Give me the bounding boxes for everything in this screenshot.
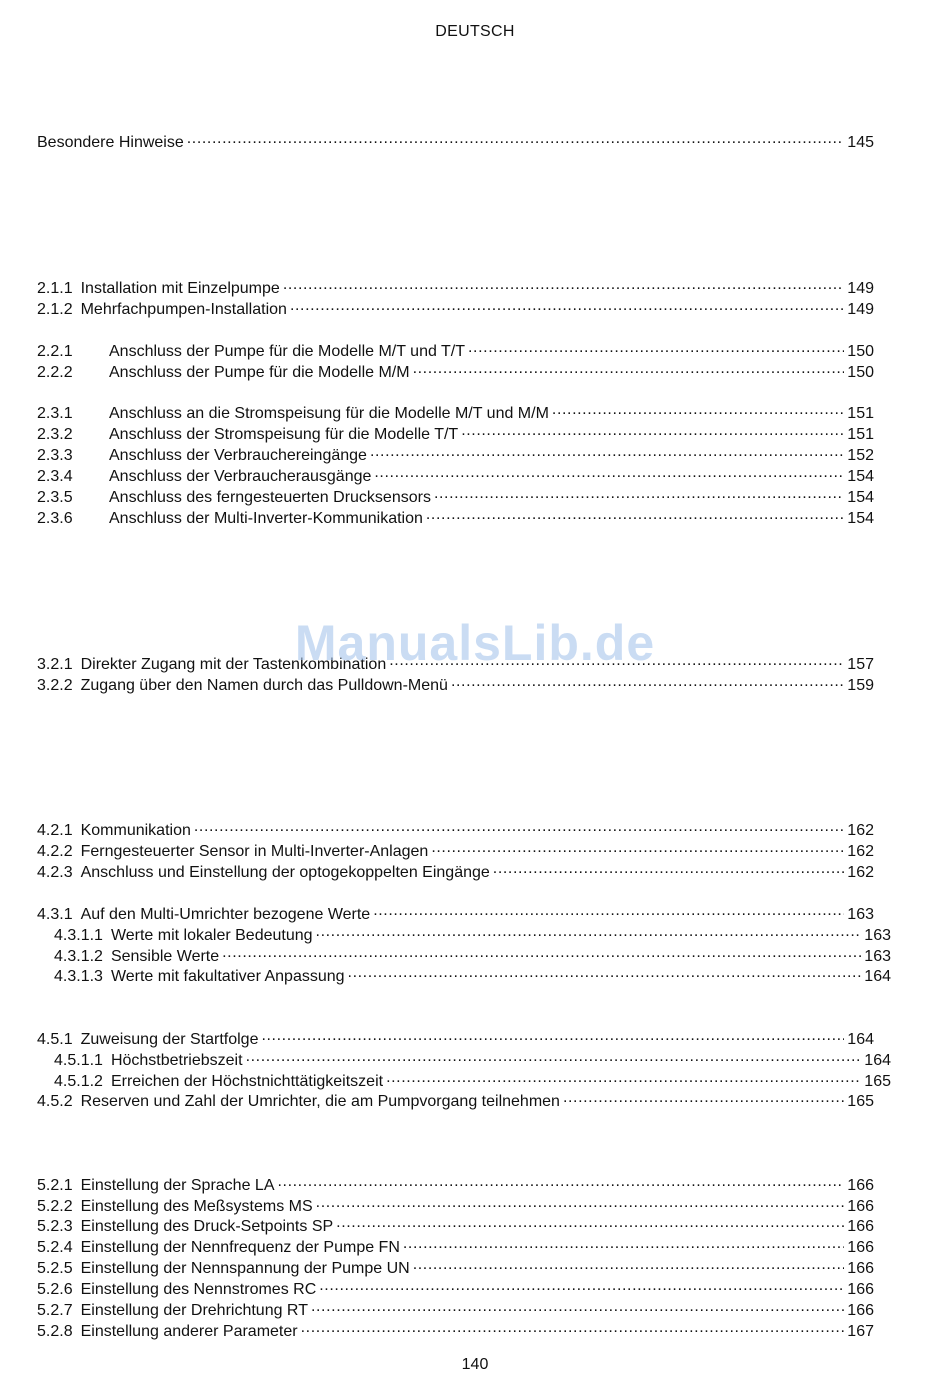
toc-entry[interactable] <box>37 1278 874 1298</box>
toc-entry-number: 5.2.5 <box>37 1260 73 1277</box>
toc-entry-number: 5.2.8 <box>37 1323 73 1340</box>
toc-entry[interactable] <box>37 507 874 527</box>
toc-entry[interactable] <box>37 861 874 881</box>
dot-leader <box>389 653 844 669</box>
toc-entry-title: Anschluss des ferngesteuerten Drucksensors <box>109 489 431 506</box>
toc-entry-page: 157 <box>847 656 874 673</box>
toc-entry-page: 166 <box>847 1198 874 1215</box>
toc-entry-number: 4.5.1.1 <box>54 1052 103 1069</box>
toc-entry[interactable] <box>37 924 891 944</box>
toc-entry-title: Einstellung des Druck-Setpoints SP <box>80 1218 334 1235</box>
toc-entry[interactable] <box>37 1320 874 1340</box>
toc-entry-number: 4.5.2 <box>37 1093 73 1110</box>
dot-leader <box>493 861 845 877</box>
toc-entry-title: Einstellung der Sprache LA <box>80 1177 275 1194</box>
toc-entry-page: 154 <box>847 510 874 527</box>
toc-entry-number: 4.3.1.1 <box>54 927 103 944</box>
dot-leader <box>290 298 844 314</box>
toc-entry-page: 149 <box>847 301 874 318</box>
toc-entry-title: Anschluss an die Stromspeisung für die Modelle M/T und M/M <box>109 405 549 422</box>
toc-entry-number: 2.3.5 <box>37 489 73 506</box>
dot-leader <box>246 1049 862 1065</box>
dot-leader <box>386 1070 861 1086</box>
toc-entry-title: Anschluss der Verbraucherausgänge <box>109 468 372 485</box>
toc-entry-number: 2.3.3 <box>37 447 73 464</box>
dot-leader <box>563 1090 844 1106</box>
toc-entry[interactable] <box>37 361 874 381</box>
dot-leader <box>283 277 844 293</box>
toc-entry-page: 164 <box>847 1031 874 1048</box>
toc-entry-title: Höchstbetriebszeit <box>110 1052 243 1069</box>
toc-entry[interactable] <box>37 965 891 985</box>
toc-entry-page: 166 <box>847 1281 874 1298</box>
dot-leader <box>301 1320 845 1336</box>
dot-leader <box>413 1257 845 1273</box>
toc-entry-page: 166 <box>847 1302 874 1319</box>
toc-entry-title: Einstellung des Meßsystems MS <box>80 1198 313 1215</box>
toc-entry-page: 164 <box>864 968 891 985</box>
toc-entry[interactable] <box>37 653 874 673</box>
toc-entry[interactable] <box>37 1257 874 1277</box>
toc-entry-number: 4.5.1.2 <box>54 1073 103 1090</box>
toc-entry-page: 164 <box>864 1052 891 1069</box>
toc-entry-number: 3.2.2 <box>37 677 73 694</box>
toc-entry-title: Besondere Hinweise <box>37 134 184 151</box>
toc-entry[interactable] <box>37 1174 874 1194</box>
toc-entry-title: Einstellung der Drehrichtung RT <box>80 1302 308 1319</box>
toc-entry-title: Zuweisung der Startfolge <box>80 1031 259 1048</box>
toc-entry[interactable] <box>37 277 874 297</box>
toc-entry-title: Reserven und Zahl der Umrichter, die am Pumpvorgang teilnehmen <box>80 1093 560 1110</box>
toc-entry-page: 151 <box>847 405 874 422</box>
toc-entry-page: 154 <box>847 489 874 506</box>
dot-leader <box>426 507 844 523</box>
toc-entry-number: 2.1.1 <box>37 280 73 297</box>
toc-entry-number: 5.2.2 <box>37 1198 73 1215</box>
toc-entry-title: Sensible Werte <box>110 948 220 965</box>
toc-entry[interactable] <box>37 1215 874 1235</box>
toc-entry-title: Erreichen der Höchstnichttätigkeitszeit <box>110 1073 384 1090</box>
dot-leader <box>373 903 844 919</box>
toc-entry-page: 149 <box>847 280 874 297</box>
toc-entry[interactable] <box>37 1070 891 1090</box>
toc-entry-page: 145 <box>847 134 874 151</box>
toc-entry-number: 5.2.4 <box>37 1239 73 1256</box>
toc-entry-page: 151 <box>847 426 874 443</box>
toc-entry-number: 4.3.1.3 <box>54 968 103 985</box>
dot-leader <box>316 924 862 940</box>
toc-entry-title: Einstellung der Nennfrequenz der Pumpe FN <box>80 1239 400 1256</box>
toc-entry-page: 152 <box>847 447 874 464</box>
toc-entry-page: 163 <box>864 927 891 944</box>
toc-entry-title: Anschluss der Stromspeisung für die Modelle T/T <box>109 426 459 443</box>
toc-entry-title: Werte mit lokaler Bedeutung <box>110 927 313 944</box>
toc-entry-number: 2.1.2 <box>37 301 73 318</box>
toc-entry-title: Zugang über den Namen durch das Pulldown-Menü <box>80 677 448 694</box>
toc-entry-number: 2.3.4 <box>37 468 73 485</box>
toc-entry-title: Werte mit fakultativer Anpassung <box>110 968 345 985</box>
dot-leader <box>413 361 845 377</box>
toc-entry-number: 2.3.6 <box>37 510 73 527</box>
toc-entry-number: 2.2.2 <box>37 364 73 381</box>
toc-entry-page: 165 <box>847 1093 874 1110</box>
toc-entry-title: Direkter Zugang mit der Tastenkombination <box>80 656 387 673</box>
toc-entry-title: Anschluss der Multi-Inverter-Kommunikation <box>109 510 423 527</box>
dot-leader <box>319 1278 844 1294</box>
dot-leader <box>222 945 861 961</box>
toc-entry[interactable] <box>37 1195 874 1215</box>
toc-entry-page: 159 <box>847 677 874 694</box>
page-number: 140 <box>461 1356 489 1373</box>
toc-entry-title: Anschluss der Pumpe für die Modelle M/T und T/T <box>109 343 466 360</box>
toc-entry-page: 165 <box>864 1073 891 1090</box>
dot-leader <box>261 1028 844 1044</box>
dot-leader <box>431 840 844 856</box>
toc-entry-page: 150 <box>847 364 874 381</box>
toc-entry-title: Installation mit Einzelpumpe <box>80 280 280 297</box>
toc-entry-title: Einstellung der Nennspannung der Pumpe UN <box>80 1260 410 1277</box>
toc-entry-number: 2.3.1 <box>37 405 73 422</box>
dot-leader <box>468 340 844 356</box>
toc-entry[interactable] <box>37 1299 874 1319</box>
dot-leader <box>552 402 844 418</box>
page-header: DEUTSCH <box>435 23 515 40</box>
dot-leader <box>194 819 844 835</box>
toc-entry[interactable] <box>37 486 874 506</box>
toc-entry[interactable] <box>37 423 874 443</box>
dot-leader <box>403 1236 844 1252</box>
dot-leader <box>311 1299 844 1315</box>
toc-entry-number: 4.2.3 <box>37 864 73 881</box>
toc-entry-page: 167 <box>847 1323 874 1340</box>
toc-entry[interactable] <box>37 1090 874 1110</box>
dot-leader <box>187 131 845 147</box>
toc-entry-page: 166 <box>847 1177 874 1194</box>
toc-entry-title: Einstellung des Nennstromes RC <box>80 1281 317 1298</box>
toc-entry[interactable] <box>37 298 874 318</box>
toc-entry[interactable] <box>37 840 874 860</box>
toc-entry-number: 5.2.6 <box>37 1281 73 1298</box>
toc-entry-page: 163 <box>864 948 891 965</box>
toc-entry[interactable] <box>37 340 874 360</box>
dot-leader <box>348 965 862 981</box>
toc-entry-number: 5.2.3 <box>37 1218 73 1235</box>
toc-entry-number: 4.5.1 <box>37 1031 73 1048</box>
toc-entry-number: 5.2.7 <box>37 1302 73 1319</box>
toc-entry[interactable] <box>37 674 874 694</box>
toc-entry-page: 154 <box>847 468 874 485</box>
toc-entry-title: Ferngesteuerter Sensor in Multi-Inverter-Anlagen <box>80 843 429 860</box>
toc-entry-number: 3.2.1 <box>37 656 73 673</box>
toc-entry[interactable] <box>37 903 874 923</box>
toc-entry[interactable] <box>37 1236 874 1256</box>
toc-entry-number: 4.2.1 <box>37 822 73 839</box>
toc-entry[interactable] <box>37 444 874 464</box>
toc-entry-page: 162 <box>847 822 874 839</box>
toc-entry-title: Anschluss der Verbrauchereingänge <box>109 447 367 464</box>
dot-leader <box>316 1195 845 1211</box>
dot-leader <box>374 465 844 481</box>
toc-entry-number: 4.2.2 <box>37 843 73 860</box>
toc-entry-title: Mehrfachpumpen-Installation <box>80 301 287 318</box>
watermark: ManualsLib.de <box>294 615 656 671</box>
toc-entry-title: Auf den Multi-Umrichter bezogene Werte <box>80 906 371 923</box>
toc-entry[interactable] <box>37 945 891 965</box>
toc-entry-number: 5.2.1 <box>37 1177 73 1194</box>
toc-entry-title: Einstellung anderer Parameter <box>80 1323 298 1340</box>
toc-entry-page: 162 <box>847 864 874 881</box>
toc-entry[interactable] <box>37 1049 891 1069</box>
dot-leader <box>278 1174 845 1190</box>
toc-entry-title: Kommunikation <box>80 822 191 839</box>
toc-entry[interactable] <box>37 131 874 151</box>
toc-entry-title: Anschluss der Pumpe für die Modelle M/M <box>109 364 410 381</box>
toc-entry[interactable] <box>37 465 874 485</box>
toc-entry-page: 162 <box>847 843 874 860</box>
dot-leader <box>451 674 844 690</box>
toc-entry-number: 4.3.1 <box>37 906 73 923</box>
toc-entry-number: 4.3.1.2 <box>54 948 103 965</box>
toc-entry-number: 2.2.1 <box>37 343 73 360</box>
toc-entry[interactable] <box>37 402 874 422</box>
dot-leader <box>336 1215 844 1231</box>
toc-entry-page: 166 <box>847 1239 874 1256</box>
toc-entry[interactable] <box>37 819 874 839</box>
toc-entry-page: 163 <box>847 906 874 923</box>
toc-entry-page: 166 <box>847 1260 874 1277</box>
toc-entry-number: 2.3.2 <box>37 426 73 443</box>
toc-entry[interactable] <box>37 1028 874 1048</box>
toc-entry-title: Anschluss und Einstellung der optogekoppelten Eingänge <box>80 864 490 881</box>
dot-leader <box>434 486 844 502</box>
toc-entry-page: 166 <box>847 1218 874 1235</box>
dot-leader <box>370 444 844 460</box>
toc-entry-page: 150 <box>847 343 874 360</box>
dot-leader <box>461 423 844 439</box>
